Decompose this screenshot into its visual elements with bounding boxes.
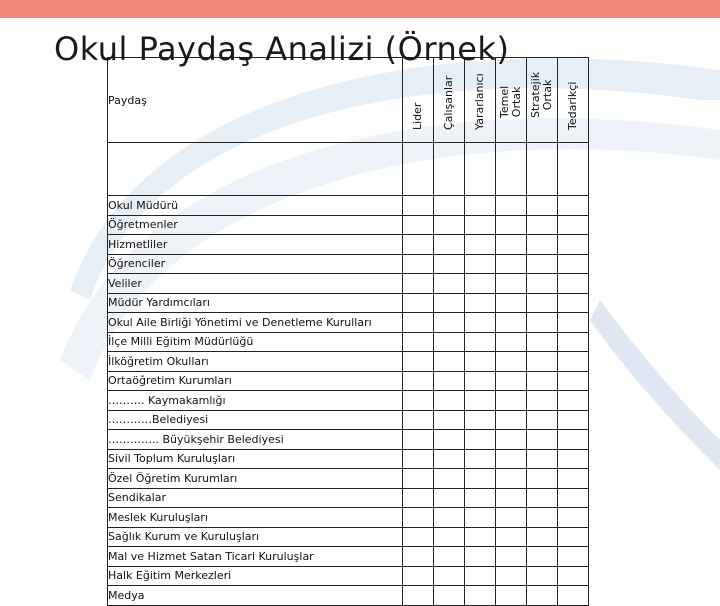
checkbox-cell[interactable] bbox=[465, 391, 496, 411]
checkbox-cell[interactable] bbox=[434, 274, 465, 294]
checkbox-cell[interactable] bbox=[558, 254, 589, 274]
checkbox-cell[interactable] bbox=[527, 274, 558, 294]
checkbox-cell[interactable] bbox=[403, 274, 434, 294]
stakeholder-name: Veliler bbox=[108, 274, 403, 294]
checkbox-cell[interactable] bbox=[496, 527, 527, 547]
stakeholder-name: ………. Kaymakamlığı bbox=[108, 391, 403, 411]
header-col-yararlanici bbox=[465, 58, 496, 143]
header-col-label: Lider bbox=[411, 102, 424, 130]
checkbox-cell[interactable] bbox=[403, 371, 434, 391]
header-col-stratejik-ortak bbox=[527, 58, 558, 143]
checkbox-cell[interactable] bbox=[496, 274, 527, 294]
checkbox-cell[interactable] bbox=[434, 352, 465, 372]
checkbox-cell[interactable] bbox=[434, 196, 465, 216]
spacer-cell bbox=[496, 143, 527, 196]
checkbox-cell[interactable] bbox=[496, 430, 527, 450]
checkbox-cell[interactable] bbox=[403, 430, 434, 450]
table-row bbox=[108, 547, 589, 567]
checkbox-cell[interactable] bbox=[434, 469, 465, 489]
checkbox-cell[interactable] bbox=[558, 215, 589, 235]
table-row bbox=[108, 274, 589, 294]
stakeholder-name: Öğrenciler bbox=[108, 254, 403, 274]
checkbox-cell[interactable] bbox=[403, 508, 434, 528]
checkbox-cell[interactable] bbox=[527, 293, 558, 313]
checkbox-cell[interactable] bbox=[465, 566, 496, 586]
checkbox-cell[interactable] bbox=[434, 488, 465, 508]
checkbox-cell[interactable] bbox=[527, 527, 558, 547]
checkbox-cell[interactable] bbox=[558, 508, 589, 528]
checkbox-cell[interactable] bbox=[434, 332, 465, 352]
table-row bbox=[108, 196, 589, 216]
checkbox-cell[interactable] bbox=[403, 196, 434, 216]
checkbox-cell[interactable] bbox=[496, 488, 527, 508]
checkbox-cell[interactable] bbox=[496, 352, 527, 372]
checkbox-cell[interactable] bbox=[434, 371, 465, 391]
stakeholder-name: Sivil Toplum Kuruluşları bbox=[108, 449, 403, 469]
checkbox-cell[interactable] bbox=[527, 254, 558, 274]
checkbox-cell[interactable] bbox=[465, 293, 496, 313]
header-col-label: Çalışanlar bbox=[442, 75, 455, 130]
checkbox-cell[interactable] bbox=[496, 371, 527, 391]
table-row bbox=[108, 235, 589, 255]
checkbox-cell[interactable] bbox=[527, 469, 558, 489]
checkbox-cell[interactable] bbox=[496, 235, 527, 255]
checkbox-cell[interactable] bbox=[465, 488, 496, 508]
stakeholder-name: Özel Öğretim Kurumları bbox=[108, 469, 403, 489]
checkbox-cell[interactable] bbox=[527, 547, 558, 567]
checkbox-cell[interactable] bbox=[558, 547, 589, 567]
stakeholder-name: Mal ve Hizmet Satan Ticari Kuruluşlar bbox=[108, 547, 403, 567]
table-row bbox=[108, 410, 589, 430]
stakeholder-name: …………Belediyesi bbox=[108, 410, 403, 430]
checkbox-cell[interactable] bbox=[403, 586, 434, 606]
checkbox-cell[interactable] bbox=[496, 293, 527, 313]
checkbox-cell[interactable] bbox=[527, 235, 558, 255]
spacer-cell bbox=[527, 143, 558, 196]
checkbox-cell[interactable] bbox=[465, 586, 496, 606]
checkbox-cell[interactable] bbox=[496, 215, 527, 235]
table-row bbox=[108, 430, 589, 450]
stakeholder-name: Medya bbox=[108, 586, 403, 606]
table-row bbox=[108, 332, 589, 352]
checkbox-cell[interactable] bbox=[465, 215, 496, 235]
checkbox-cell[interactable] bbox=[465, 352, 496, 372]
checkbox-cell[interactable] bbox=[403, 449, 434, 469]
table-row bbox=[108, 488, 589, 508]
checkbox-cell[interactable] bbox=[527, 508, 558, 528]
checkbox-cell[interactable] bbox=[496, 196, 527, 216]
checkbox-cell[interactable] bbox=[403, 410, 434, 430]
stakeholder-name: Okul Aile Birliği Yönetimi ve Denetleme Kurulları bbox=[108, 313, 403, 333]
table-row bbox=[108, 586, 589, 606]
checkbox-cell[interactable] bbox=[403, 293, 434, 313]
checkbox-cell[interactable] bbox=[403, 547, 434, 567]
checkbox-cell[interactable] bbox=[403, 254, 434, 274]
table-row bbox=[108, 293, 589, 313]
checkbox-cell[interactable] bbox=[465, 332, 496, 352]
spacer-cell bbox=[558, 143, 589, 196]
checkbox-cell[interactable] bbox=[558, 527, 589, 547]
checkbox-cell[interactable] bbox=[434, 449, 465, 469]
checkbox-cell[interactable] bbox=[558, 196, 589, 216]
checkbox-cell[interactable] bbox=[496, 469, 527, 489]
checkbox-cell[interactable] bbox=[403, 391, 434, 411]
table-row bbox=[108, 352, 589, 372]
checkbox-cell[interactable] bbox=[465, 254, 496, 274]
checkbox-cell[interactable] bbox=[496, 547, 527, 567]
checkbox-cell[interactable] bbox=[558, 235, 589, 255]
stakeholder-name: Halk Eğitim Merkezleri bbox=[108, 566, 403, 586]
checkbox-cell[interactable] bbox=[434, 430, 465, 450]
stakeholder-name: Meslek Kuruluşları bbox=[108, 508, 403, 528]
checkbox-cell[interactable] bbox=[403, 566, 434, 586]
spacer-cell bbox=[434, 143, 465, 196]
stakeholder-name: Öğretmenler bbox=[108, 215, 403, 235]
checkbox-cell[interactable] bbox=[403, 469, 434, 489]
table-row bbox=[108, 527, 589, 547]
table-row bbox=[108, 215, 589, 235]
checkbox-cell[interactable] bbox=[496, 410, 527, 430]
checkbox-cell[interactable] bbox=[403, 332, 434, 352]
checkbox-cell[interactable] bbox=[558, 430, 589, 450]
checkbox-cell[interactable] bbox=[558, 566, 589, 586]
checkbox-cell[interactable] bbox=[496, 332, 527, 352]
checkbox-cell[interactable] bbox=[558, 352, 589, 372]
checkbox-cell[interactable] bbox=[465, 371, 496, 391]
checkbox-cell[interactable] bbox=[434, 508, 465, 528]
checkbox-cell[interactable] bbox=[434, 313, 465, 333]
spacer-row bbox=[108, 143, 589, 196]
table-row bbox=[108, 508, 589, 528]
checkbox-cell[interactable] bbox=[527, 215, 558, 235]
checkbox-cell[interactable] bbox=[558, 488, 589, 508]
checkbox-cell[interactable] bbox=[558, 274, 589, 294]
spacer-cell bbox=[465, 143, 496, 196]
header-stakeholder: Paydaş bbox=[108, 58, 403, 143]
spacer-cell bbox=[403, 143, 434, 196]
stakeholder-name: İlçe Milli Eğitim Müdürlüğü bbox=[108, 332, 403, 352]
checkbox-cell[interactable] bbox=[558, 586, 589, 606]
checkbox-cell[interactable] bbox=[403, 313, 434, 333]
checkbox-cell[interactable] bbox=[496, 508, 527, 528]
slide-title: Okul Paydaş Analizi (Örnek) bbox=[54, 30, 510, 68]
checkbox-cell[interactable] bbox=[558, 332, 589, 352]
checkbox-cell[interactable] bbox=[403, 352, 434, 372]
table-row bbox=[108, 254, 589, 274]
checkbox-cell[interactable] bbox=[496, 566, 527, 586]
checkbox-cell[interactable] bbox=[434, 235, 465, 255]
table-row bbox=[108, 566, 589, 586]
checkbox-cell[interactable] bbox=[465, 313, 496, 333]
stakeholder-name: Okul Müdürü bbox=[108, 196, 403, 216]
header-col-label: Stratejik Ortak bbox=[529, 71, 554, 118]
stakeholder-name: İlköğretim Okulları bbox=[108, 352, 403, 372]
checkbox-cell[interactable] bbox=[403, 235, 434, 255]
checkbox-cell[interactable] bbox=[558, 469, 589, 489]
checkbox-cell[interactable] bbox=[465, 547, 496, 567]
checkbox-cell[interactable] bbox=[403, 527, 434, 547]
checkbox-cell[interactable] bbox=[527, 566, 558, 586]
checkbox-cell[interactable] bbox=[527, 391, 558, 411]
header-row bbox=[108, 58, 589, 143]
header-col-label: Tedarikçi bbox=[566, 81, 579, 130]
checkbox-cell[interactable] bbox=[465, 449, 496, 469]
checkbox-cell[interactable] bbox=[527, 332, 558, 352]
checkbox-cell[interactable] bbox=[465, 508, 496, 528]
checkbox-cell[interactable] bbox=[558, 313, 589, 333]
checkbox-cell[interactable] bbox=[527, 410, 558, 430]
checkbox-cell[interactable] bbox=[434, 586, 465, 606]
checkbox-cell[interactable] bbox=[465, 410, 496, 430]
header-col-label: Yararlanıcı bbox=[473, 73, 486, 130]
checkbox-cell[interactable] bbox=[527, 313, 558, 333]
header-col-temel-ortak bbox=[496, 58, 527, 143]
checkbox-cell[interactable] bbox=[527, 449, 558, 469]
checkbox-cell[interactable] bbox=[465, 469, 496, 489]
stakeholder-name: Hizmetliler bbox=[108, 235, 403, 255]
stakeholder-name: Ortaöğretim Kurumları bbox=[108, 371, 403, 391]
checkbox-cell[interactable] bbox=[496, 586, 527, 606]
checkbox-cell[interactable] bbox=[558, 391, 589, 411]
checkbox-cell[interactable] bbox=[465, 274, 496, 294]
checkbox-cell[interactable] bbox=[434, 391, 465, 411]
checkbox-cell[interactable] bbox=[527, 586, 558, 606]
checkbox-cell[interactable] bbox=[434, 566, 465, 586]
checkbox-cell[interactable] bbox=[465, 235, 496, 255]
checkbox-cell[interactable] bbox=[496, 254, 527, 274]
header-col-lider bbox=[403, 58, 434, 143]
stakeholder-name: Sendikalar bbox=[108, 488, 403, 508]
checkbox-cell[interactable] bbox=[434, 293, 465, 313]
checkbox-cell[interactable] bbox=[527, 196, 558, 216]
checkbox-cell[interactable] bbox=[527, 488, 558, 508]
checkbox-cell[interactable] bbox=[434, 410, 465, 430]
table-row bbox=[108, 449, 589, 469]
checkbox-cell[interactable] bbox=[434, 215, 465, 235]
checkbox-cell[interactable] bbox=[403, 215, 434, 235]
table-row bbox=[108, 391, 589, 411]
checkbox-cell[interactable] bbox=[558, 410, 589, 430]
checkbox-cell[interactable] bbox=[496, 391, 527, 411]
stakeholder-name: Sağlık Kurum ve Kuruluşları bbox=[108, 527, 403, 547]
checkbox-cell[interactable] bbox=[558, 449, 589, 469]
checkbox-cell[interactable] bbox=[403, 488, 434, 508]
header-col-tedarikci bbox=[558, 58, 589, 143]
checkbox-cell[interactable] bbox=[434, 254, 465, 274]
checkbox-cell[interactable] bbox=[558, 371, 589, 391]
checkbox-cell[interactable] bbox=[527, 352, 558, 372]
checkbox-cell[interactable] bbox=[434, 547, 465, 567]
checkbox-cell[interactable] bbox=[527, 371, 558, 391]
checkbox-cell[interactable] bbox=[465, 527, 496, 547]
checkbox-cell[interactable] bbox=[465, 196, 496, 216]
stakeholder-name: ………….. Büyükşehir Belediyesi bbox=[108, 430, 403, 450]
stakeholder-name: Müdür Yardımcıları bbox=[108, 293, 403, 313]
stakeholder-table bbox=[107, 57, 589, 606]
table-row bbox=[108, 313, 589, 333]
checkbox-cell[interactable] bbox=[434, 527, 465, 547]
spacer-cell bbox=[108, 143, 403, 196]
checkbox-cell[interactable] bbox=[496, 449, 527, 469]
checkbox-cell[interactable] bbox=[465, 430, 496, 450]
checkbox-cell[interactable] bbox=[558, 293, 589, 313]
header-col-label: Temel Ortak bbox=[498, 85, 523, 118]
checkbox-cell[interactable] bbox=[496, 313, 527, 333]
table-row bbox=[108, 469, 589, 489]
table-row bbox=[108, 371, 589, 391]
checkbox-cell[interactable] bbox=[527, 430, 558, 450]
header-col-calisanlar bbox=[434, 58, 465, 143]
